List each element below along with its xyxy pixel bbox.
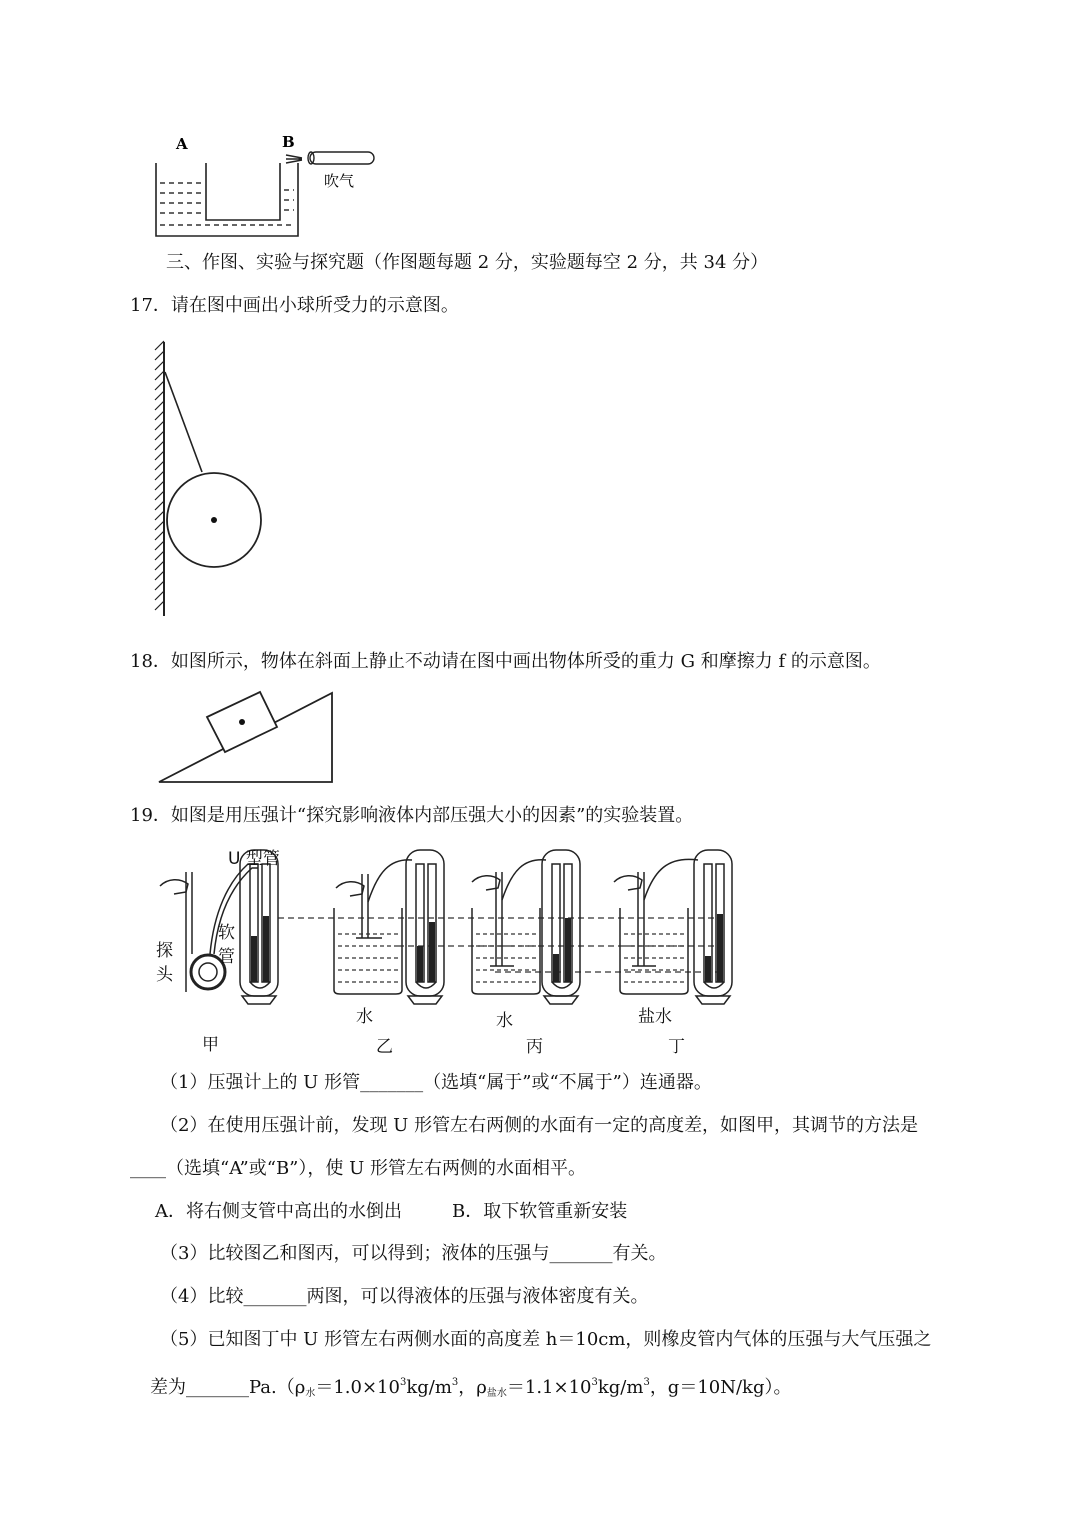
question-18: 18．如图所示，物体在斜面上静止不动请在图中画出物体所受的重力 G 和摩擦力 f 的示意图。 bbox=[130, 651, 881, 672]
p5b-seg-7: ，g＝10N/kg）。 bbox=[649, 1377, 792, 1398]
p5b-seg-3: kg/m bbox=[406, 1377, 452, 1398]
probe-label-1: 探 bbox=[156, 941, 173, 961]
q19-part-4: （4）比较_______两图，可以得液体的压强与液体密度有关。 bbox=[160, 1286, 649, 1307]
bing-label: 丙 bbox=[526, 1037, 543, 1057]
section-3-title: 三、作图、实验与探究题（作图题每题 2 分，实验题每空 2 分，共 34 分） bbox=[166, 252, 769, 273]
q19-part-5b bbox=[150, 1371, 791, 1406]
u-tube-label: U 型管 bbox=[228, 849, 280, 869]
rho-brine-subscript: 盐水 bbox=[486, 1388, 507, 1399]
connected-vessel-figure bbox=[140, 128, 400, 243]
question-19: 19．如图是用压强计“探究影响液体内部压强大小的因素”的实验装置。 bbox=[130, 805, 694, 826]
question-17: 17．请在图中画出小球所受力的示意图。 bbox=[130, 295, 459, 316]
exp-1: 3 bbox=[399, 1377, 407, 1388]
p5b-seg-2: ＝1.0×10 bbox=[315, 1377, 400, 1398]
pressure-gauge-figure bbox=[150, 842, 750, 1062]
brine-label: 盐水 bbox=[638, 1007, 672, 1027]
label-a: A bbox=[176, 135, 188, 153]
q19-part-2a: （2）在使用压强计前，发现 U 形管左右两侧的水面有一定的高度差，如图甲，其调节的方法是 bbox=[160, 1115, 919, 1136]
q19-part-2b: ____（选填“A”或“B”），使 U 形管左右两侧的水面相平。 bbox=[130, 1158, 587, 1179]
p5b-seg-6: kg/m bbox=[597, 1377, 644, 1398]
exp-4: 3 bbox=[643, 1377, 650, 1388]
ding-label: 丁 bbox=[668, 1037, 685, 1057]
hose-label-1: 软 bbox=[218, 923, 235, 943]
q19-part-1: （1）压强计上的 U 形管_______（选填“属于”或“不属于”）连通器。 bbox=[160, 1072, 712, 1093]
ball-on-wall-figure bbox=[150, 340, 280, 620]
p5b-seg-4: ，ρ bbox=[458, 1377, 487, 1398]
q19-part-5a: （5）已知图丁中 U 形管左右两侧水面的高度差 h＝10cm，则橡皮管内气体的压强与大气压强之 bbox=[160, 1329, 932, 1350]
exp-3: 3 bbox=[591, 1377, 598, 1388]
probe-label-2: 头 bbox=[156, 965, 173, 985]
q19-part-3: （3）比较图乙和图丙，可以得到；液体的压强与_______有关。 bbox=[160, 1243, 667, 1264]
hose-label-2: 管 bbox=[218, 947, 235, 967]
jia-label: 甲 bbox=[202, 1035, 219, 1055]
incline-block-figure bbox=[155, 690, 340, 786]
blow-label: 吹气 bbox=[324, 172, 355, 190]
q19-option-b: B．取下软管重新安装 bbox=[452, 1201, 628, 1222]
yi-label: 乙 bbox=[376, 1037, 393, 1057]
yi-water-label: 水 bbox=[356, 1007, 373, 1027]
p5b-seg-5: ＝1.1×10 bbox=[506, 1377, 592, 1398]
bing-water-label: 水 bbox=[496, 1011, 513, 1031]
rho-water-subscript: 水 bbox=[305, 1388, 316, 1399]
p5b-seg-1: 差为_______Pa.（ρ bbox=[150, 1377, 306, 1398]
exp-2: 3 bbox=[451, 1377, 459, 1388]
q19-option-a: A．将右侧支管中高出的水倒出 bbox=[155, 1201, 402, 1222]
label-b: B bbox=[282, 133, 295, 151]
